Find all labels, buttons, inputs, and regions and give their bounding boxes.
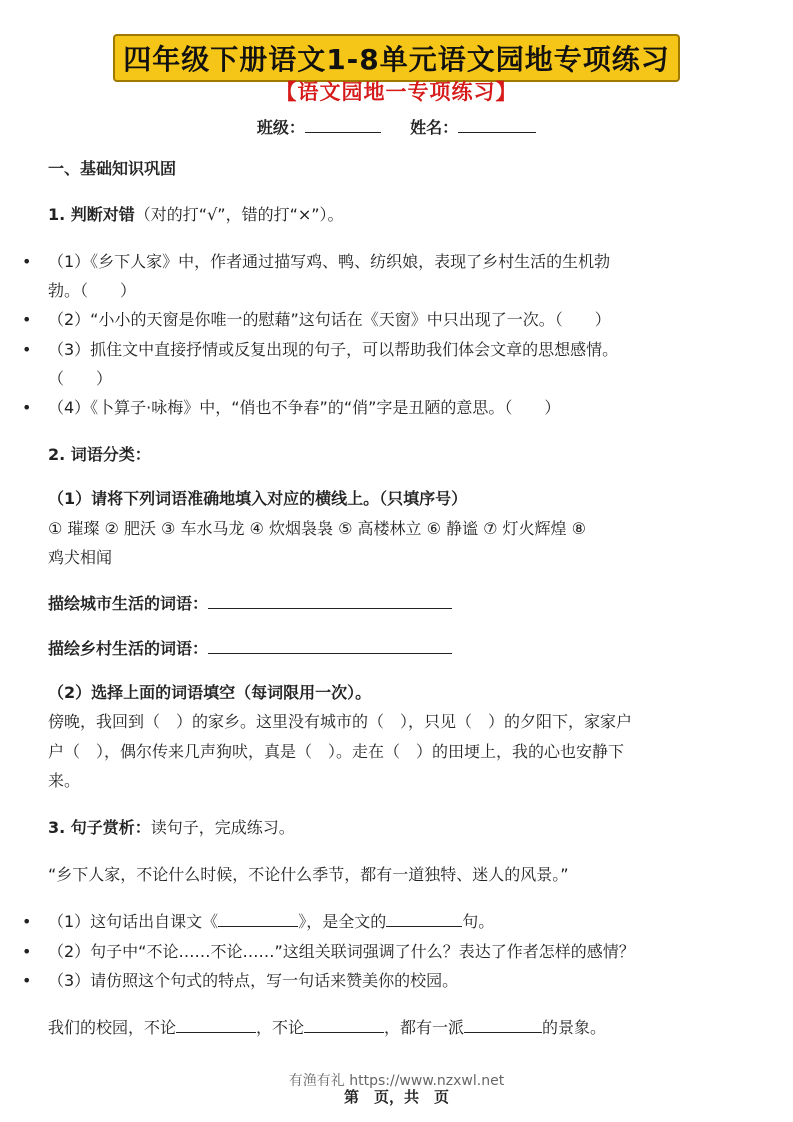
answer-blank-3[interactable] xyxy=(464,1031,542,1033)
list-item xyxy=(22,907,748,937)
city-words-blank[interactable] xyxy=(208,607,452,609)
village-words-blank[interactable] xyxy=(208,652,452,654)
list-item xyxy=(22,937,748,967)
q2-sub1: （1）请将下列词语准确地填入对应的横线上。（只填序号） xyxy=(48,489,468,508)
word-list-line: 鸡犬相闻 xyxy=(48,548,113,567)
name-label: 姓名： xyxy=(410,118,459,137)
bullet: • xyxy=(22,252,32,271)
village-words-label: 描绘乡村生活的词语： xyxy=(48,639,209,658)
q1-label: 1. 判断对错 xyxy=(48,205,135,224)
q3-item-text: 句。 xyxy=(462,912,495,931)
q2-sub2: （2）选择上面的词语填空（每词限用一次）。 xyxy=(48,683,372,702)
name-blank xyxy=(458,131,536,133)
q3-instruction: 读句子，完成练习。 xyxy=(150,818,295,837)
sentence-role-blank[interactable] xyxy=(386,925,462,927)
bullet: • xyxy=(22,310,32,329)
paragraph-line: 傍晚，我回到（ ）的家乡。这里没有城市的（ ），只见（ ）的夕阳下，家家户 xyxy=(48,712,633,731)
list-item xyxy=(22,305,748,335)
q3-label: 3. 句子赏析： xyxy=(48,818,151,837)
bullet: • xyxy=(22,942,32,961)
bullet: • xyxy=(22,971,32,990)
quote-sentence: “乡下人家，不论什么时候，不论什么季节，都有一道独特、迷人的风景。” xyxy=(48,865,569,884)
city-words-row xyxy=(48,589,748,619)
list-item-continuation xyxy=(48,364,748,394)
bullet: • xyxy=(22,398,32,417)
list-item xyxy=(22,247,748,277)
subtitle: 【语文园地一专项练习】 xyxy=(275,80,518,104)
paragraph-line: 户（ ），偶尔传来几声狗吠，真是（ ）。走在（ ）的田埂上，我的心也安静下 xyxy=(48,742,625,761)
q1-item-text: （4）《卜算子·咏梅》中，“俏也不争春”的“俏”字是丑陋的意思。（ ） xyxy=(48,398,561,417)
list-item xyxy=(22,335,748,365)
answer-text: ，都有一派 xyxy=(384,1018,465,1037)
q1-item-text: （3）抓住文中直接抒情或反复出现的句子，可以帮助我们体会文章的思想感情。 xyxy=(48,340,619,359)
bullet: • xyxy=(22,340,32,359)
page-number: 第 页，共 页 xyxy=(343,1088,449,1106)
paragraph-line: 来。 xyxy=(48,771,81,790)
q1-heading xyxy=(48,200,748,230)
list-item xyxy=(22,966,748,996)
bullet: • xyxy=(22,912,32,931)
answer-text: 我们的校园，不论 xyxy=(48,1018,177,1037)
q3-item-text: （3）请仿照这个句式的特点，写一句话来赞美你的校园。 xyxy=(48,971,459,990)
q3-item-text: （2）句子中“不论……不论……”这组关联词强调了什么？表达了作者怎样的感情？ xyxy=(48,942,635,961)
q3-item-text: 》，是全文的 xyxy=(298,912,387,931)
city-words-label: 描绘城市生活的词语： xyxy=(48,594,209,613)
answer-blank-2[interactable] xyxy=(304,1031,384,1033)
section-heading: 一、基础知识巩固 xyxy=(48,159,177,178)
lesson-title-blank[interactable] xyxy=(218,925,298,927)
village-words-row xyxy=(48,634,748,664)
title-wrap xyxy=(0,34,793,82)
class-blank xyxy=(305,131,381,133)
q3-heading xyxy=(48,813,748,843)
q1-item-text: 勃。（ ） xyxy=(48,281,137,300)
q1-instruction: （对的打“√”，错的打“×”）。 xyxy=(134,205,344,224)
answer-line xyxy=(48,1013,748,1043)
list-item xyxy=(22,393,748,423)
page-title: 四年级下册语文1-8单元语文园地专项练习 xyxy=(113,34,680,82)
answer-text: ，不论 xyxy=(256,1018,305,1037)
q1-item-text: （ ） xyxy=(48,369,113,388)
footer-url: 有渔有礼 https://www.nzxwl.net xyxy=(288,1073,505,1089)
answer-blank-1[interactable] xyxy=(176,1031,256,1033)
word-list-line: ① 璀璨 ② 肥沃 ③ 车水马龙 ④ 炊烟袅袅 ⑤ 高楼林立 ⑥ 静谧 ⑦ 灯火辉煌 ⑧ xyxy=(48,519,586,538)
class-name-line xyxy=(0,115,793,138)
q3-item-text: （1）这句话出自课文《 xyxy=(48,912,219,931)
class-label: 班级： xyxy=(256,118,305,137)
q2-label: 2. 词语分类： xyxy=(48,445,151,464)
list-item-continuation xyxy=(48,276,748,306)
answer-text: 的景象。 xyxy=(542,1018,607,1037)
q1-item-text: （1）《乡下人家》中，作者通过描写鸡、鸭、纺织娘，表现了乡村生活的生机勃 xyxy=(48,252,611,271)
q1-item-text: （2）“小小的天窗是你唯一的慰藉”这句话在《天窗》中只出现了一次。（ ） xyxy=(48,310,611,329)
